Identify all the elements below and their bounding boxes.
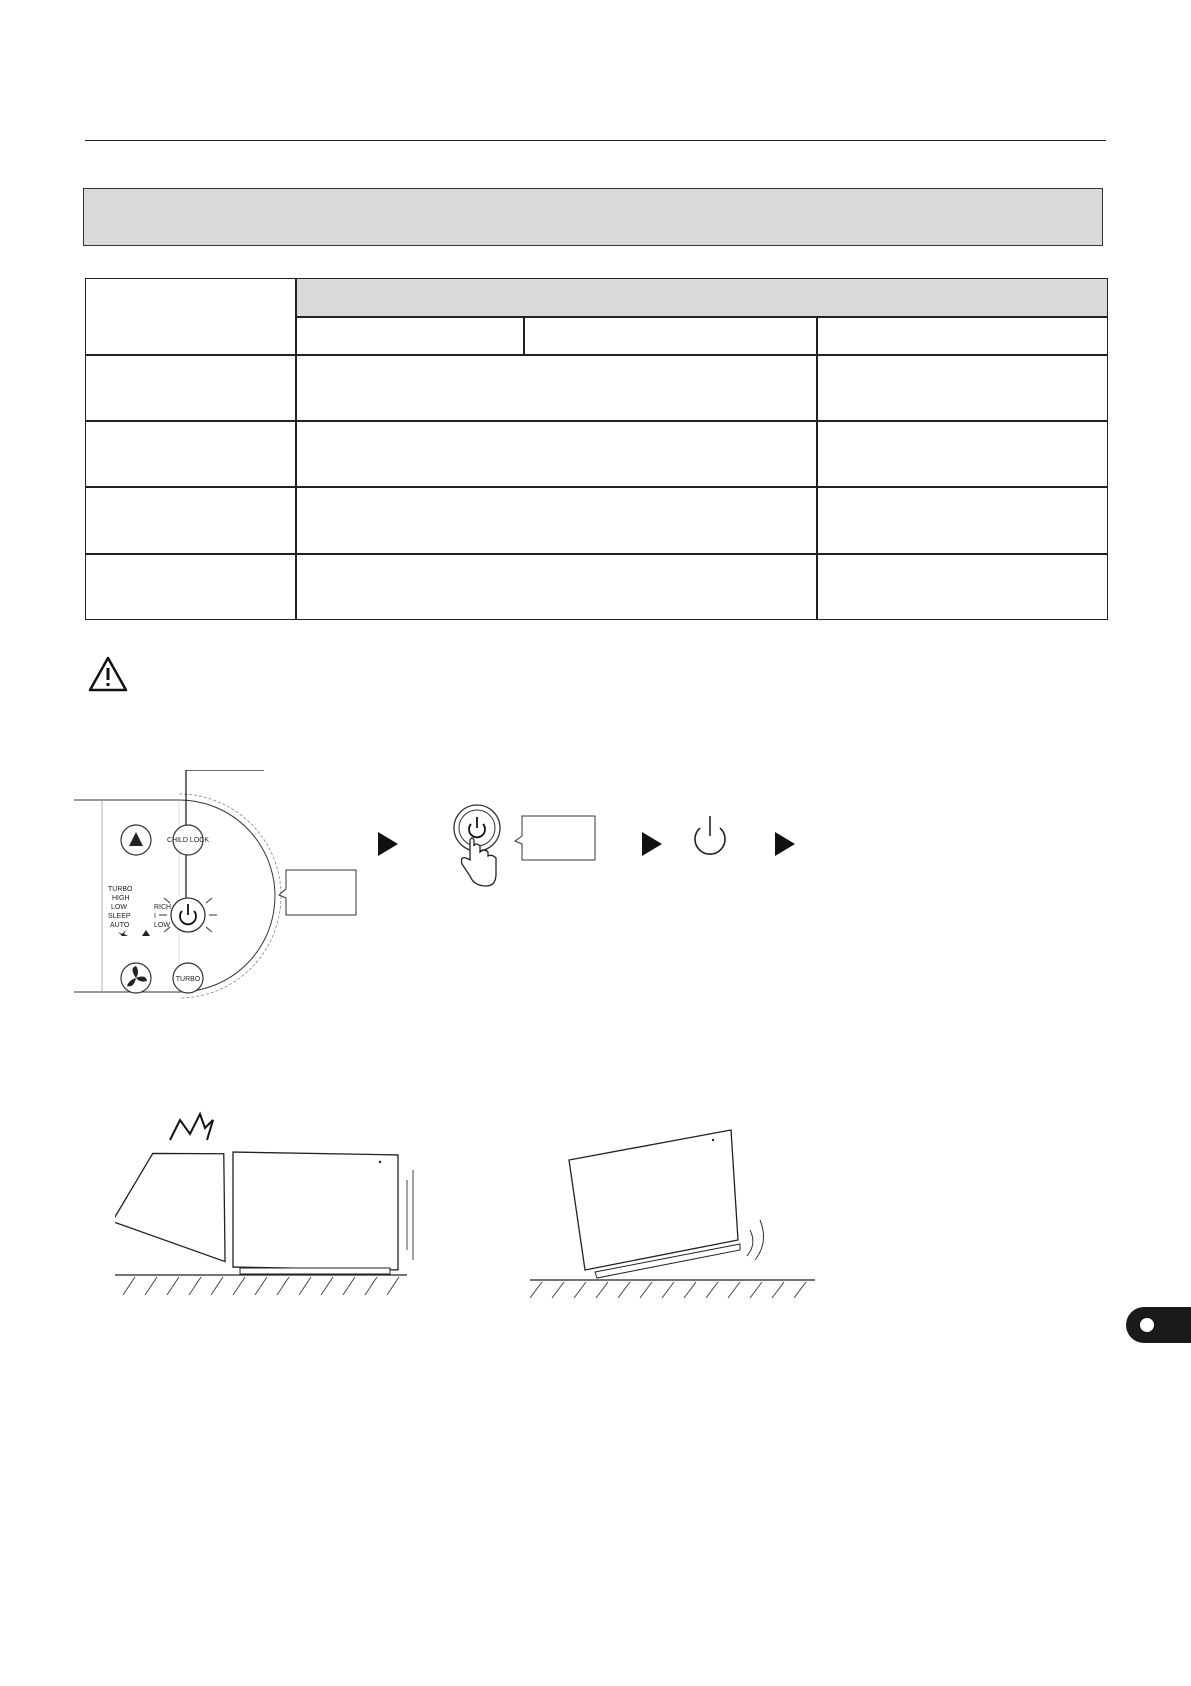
turbo-button[interactable] bbox=[173, 963, 203, 993]
child-lock-label: CHILD LOCK bbox=[166, 837, 210, 844]
section-tab-marker bbox=[1126, 1307, 1191, 1343]
warning-triangle-icon bbox=[88, 656, 128, 692]
indicator-turbo: TURBO bbox=[108, 886, 133, 893]
indicator-mid: I bbox=[154, 913, 156, 920]
power-icon bbox=[695, 816, 725, 854]
control-panel-illustration bbox=[74, 770, 374, 1010]
turbo-button-label: TURBO bbox=[175, 976, 201, 983]
table-row bbox=[86, 554, 295, 619]
unit-tilted-illustration bbox=[525, 1120, 825, 1300]
power-press-illustration bbox=[454, 805, 500, 886]
indicator-rich: RICH bbox=[154, 904, 172, 911]
unit-bumped-illustration bbox=[115, 1110, 415, 1300]
play-arrow-icon bbox=[378, 832, 398, 856]
play-arrow-icon bbox=[775, 832, 795, 856]
table-row bbox=[86, 487, 295, 553]
humidifier-mini-icon bbox=[142, 930, 150, 936]
power-sequence-illustration bbox=[370, 800, 810, 900]
tab-dot bbox=[1140, 1318, 1154, 1332]
indicator-low: LOW bbox=[111, 904, 127, 911]
indicator-sleep: SLEEP bbox=[108, 913, 131, 920]
fan-button[interactable] bbox=[121, 963, 151, 993]
table-row bbox=[86, 421, 295, 486]
indicator-auto: AUTO bbox=[110, 922, 130, 929]
humidifier-button[interactable] bbox=[121, 825, 151, 855]
table-header-span bbox=[296, 279, 1107, 317]
top-rule bbox=[85, 140, 1106, 141]
indicator-low-right: LOW bbox=[154, 922, 170, 929]
play-arrow-icon bbox=[642, 832, 662, 856]
spec-table bbox=[85, 278, 1108, 620]
indicator-high: HIGH bbox=[112, 895, 130, 902]
fan-mini-icon bbox=[118, 930, 128, 936]
section-banner bbox=[83, 188, 1103, 246]
child-lock-button[interactable] bbox=[167, 825, 209, 855]
table-row bbox=[86, 355, 295, 420]
